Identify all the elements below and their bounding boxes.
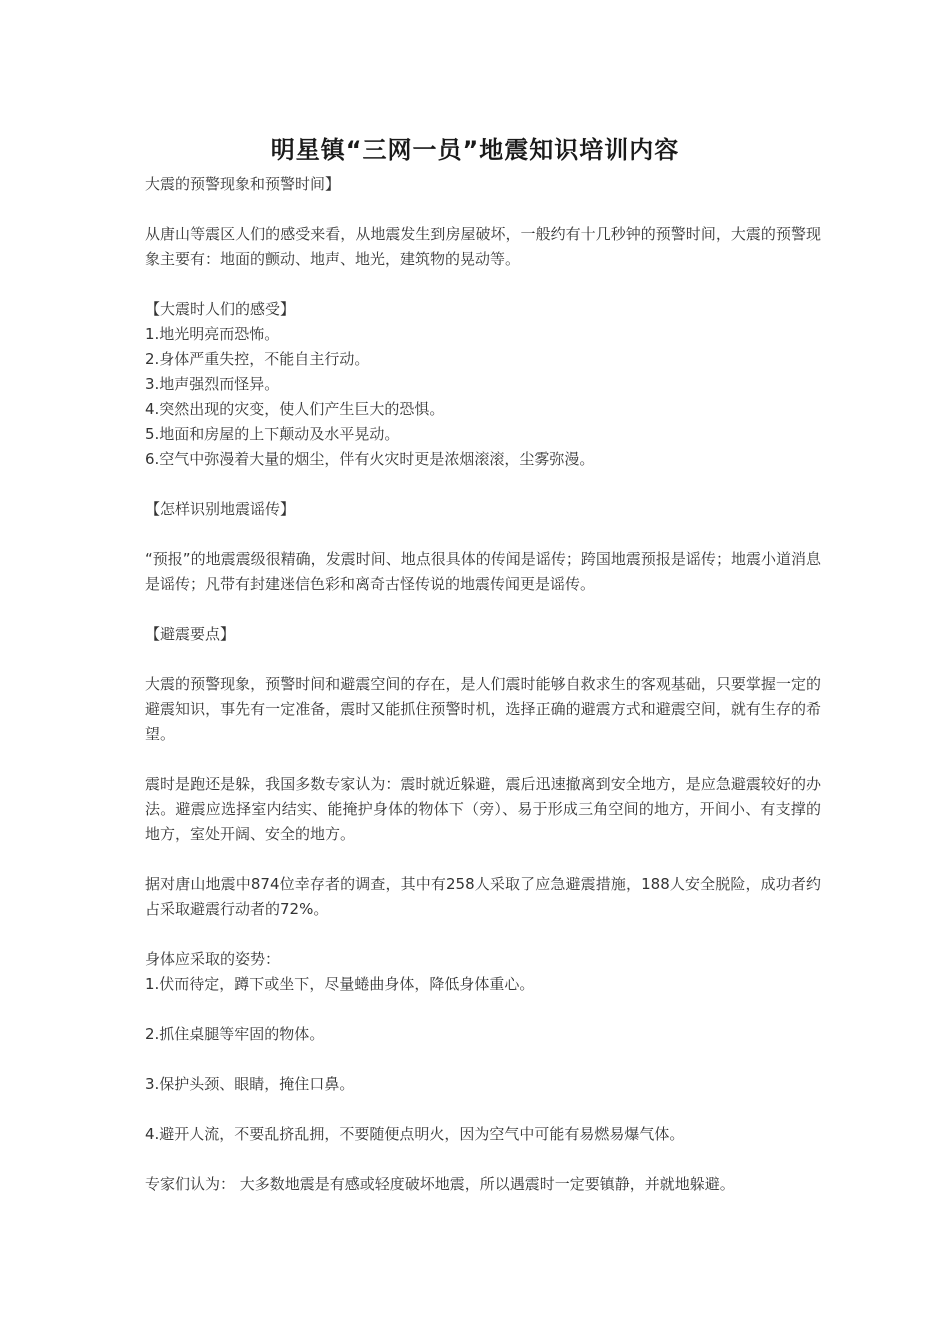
posture-heading: 身体应采取的姿势： bbox=[145, 950, 281, 968]
posture-item: 1.伏而待定，蹲下或坐下，尽量蜷曲身体，降低身体重心。 bbox=[145, 975, 535, 993]
section-heading-feelings: 【大震时人们的感受】 bbox=[145, 300, 296, 318]
paragraph-gap bbox=[145, 1147, 821, 1172]
paragraph-gap bbox=[145, 847, 821, 872]
key-points-paragraph: 大震的预警现象，预警时间和避震空间的存在，是人们震时能够自救求生的客观基础，只要掌握一定的避震知识，事先有一定准备，震时又能抓住预警时机，选择正确的避震方式和避震空间，就有生存的希望。 bbox=[145, 675, 821, 743]
posture-item: 2.抓住桌腿等牢固的物体。 bbox=[145, 1025, 325, 1043]
posture-item: 3.保护头颈、眼睛，掩住口鼻。 bbox=[145, 1075, 355, 1093]
feeling-item: 2.身体严重失控，不能自主行动。 bbox=[145, 350, 370, 368]
run-or-hide-paragraph: 震时是跑还是躲，我国多数专家认为：震时就近躲避，震后迅速撤离到安全地方，是应急避震较好的办法。避震应选择室内结实、能掩护身体的物体下（旁）、易于形成三角空间的地方，开间小、有支撑的地方，室处开阔、安全的地方。 bbox=[145, 775, 821, 843]
tangshan-survey-paragraph: 据对唐山地震中874位幸存者的调查，其中有258人采取了应急避震措施，188人安全脱险，成功者约占采取避震行动者的72%。 bbox=[145, 875, 821, 918]
section-heading-warning: 大震的预警现象和预警时间】 bbox=[145, 175, 341, 193]
paragraph-gap bbox=[145, 472, 821, 497]
posture-item: 4.避开人流，不要乱挤乱拥，不要随便点明火，因为空气中可能有易燃易爆气体。 bbox=[145, 1125, 685, 1143]
feeling-item: 6.空气中弥漫着大量的烟尘，伴有火灾时更是浓烟滚滚，尘雾弥漫。 bbox=[145, 450, 595, 468]
paragraph-gap bbox=[145, 647, 821, 672]
feeling-item: 1.地光明亮而恐怖。 bbox=[145, 325, 280, 343]
document-title: 明星镇“三网一员”地震知识培训内容 bbox=[270, 136, 680, 164]
paragraph-gap bbox=[145, 997, 821, 1022]
paragraph-gap bbox=[145, 197, 821, 222]
paragraph-gap bbox=[145, 1097, 821, 1122]
paragraph-gap bbox=[145, 747, 821, 772]
paragraph-gap bbox=[145, 922, 821, 947]
warning-paragraph: 从唐山等震区人们的感受来看，从地震发生到房屋破坏，一般约有十几秒钟的预警时间，大震的预警现象主要有：地面的颤动、地声、地光，建筑物的晃动等。 bbox=[145, 225, 821, 268]
document-body bbox=[145, 172, 821, 1197]
paragraph-gap bbox=[145, 1047, 821, 1072]
rumors-paragraph: “预报”的地震震级很精确，发震时间、地点很具体的传闻是谣传；跨国地震预报是谣传；地震小道消息是谣传；凡带有封建迷信色彩和离奇古怪传说的地震传闻更是谣传。 bbox=[145, 550, 821, 593]
feeling-item: 3.地声强烈而怪异。 bbox=[145, 375, 280, 393]
expert-opinion-paragraph: 专家们认为： 大多数地震是有感或轻度破坏地震，所以遇震时一定要镇静，并就地躲避。 bbox=[145, 1175, 735, 1193]
feeling-item: 5.地面和房屋的上下颠动及水平晃动。 bbox=[145, 425, 400, 443]
section-heading-rumors: 【怎样识别地震谣传】 bbox=[145, 500, 296, 518]
section-heading-key-points: 【避震要点】 bbox=[145, 625, 236, 643]
feeling-item: 4.突然出现的灾变，使人们产生巨大的恐惧。 bbox=[145, 400, 445, 418]
paragraph-gap bbox=[145, 522, 821, 547]
paragraph-gap bbox=[145, 597, 821, 622]
paragraph-gap bbox=[145, 272, 821, 297]
